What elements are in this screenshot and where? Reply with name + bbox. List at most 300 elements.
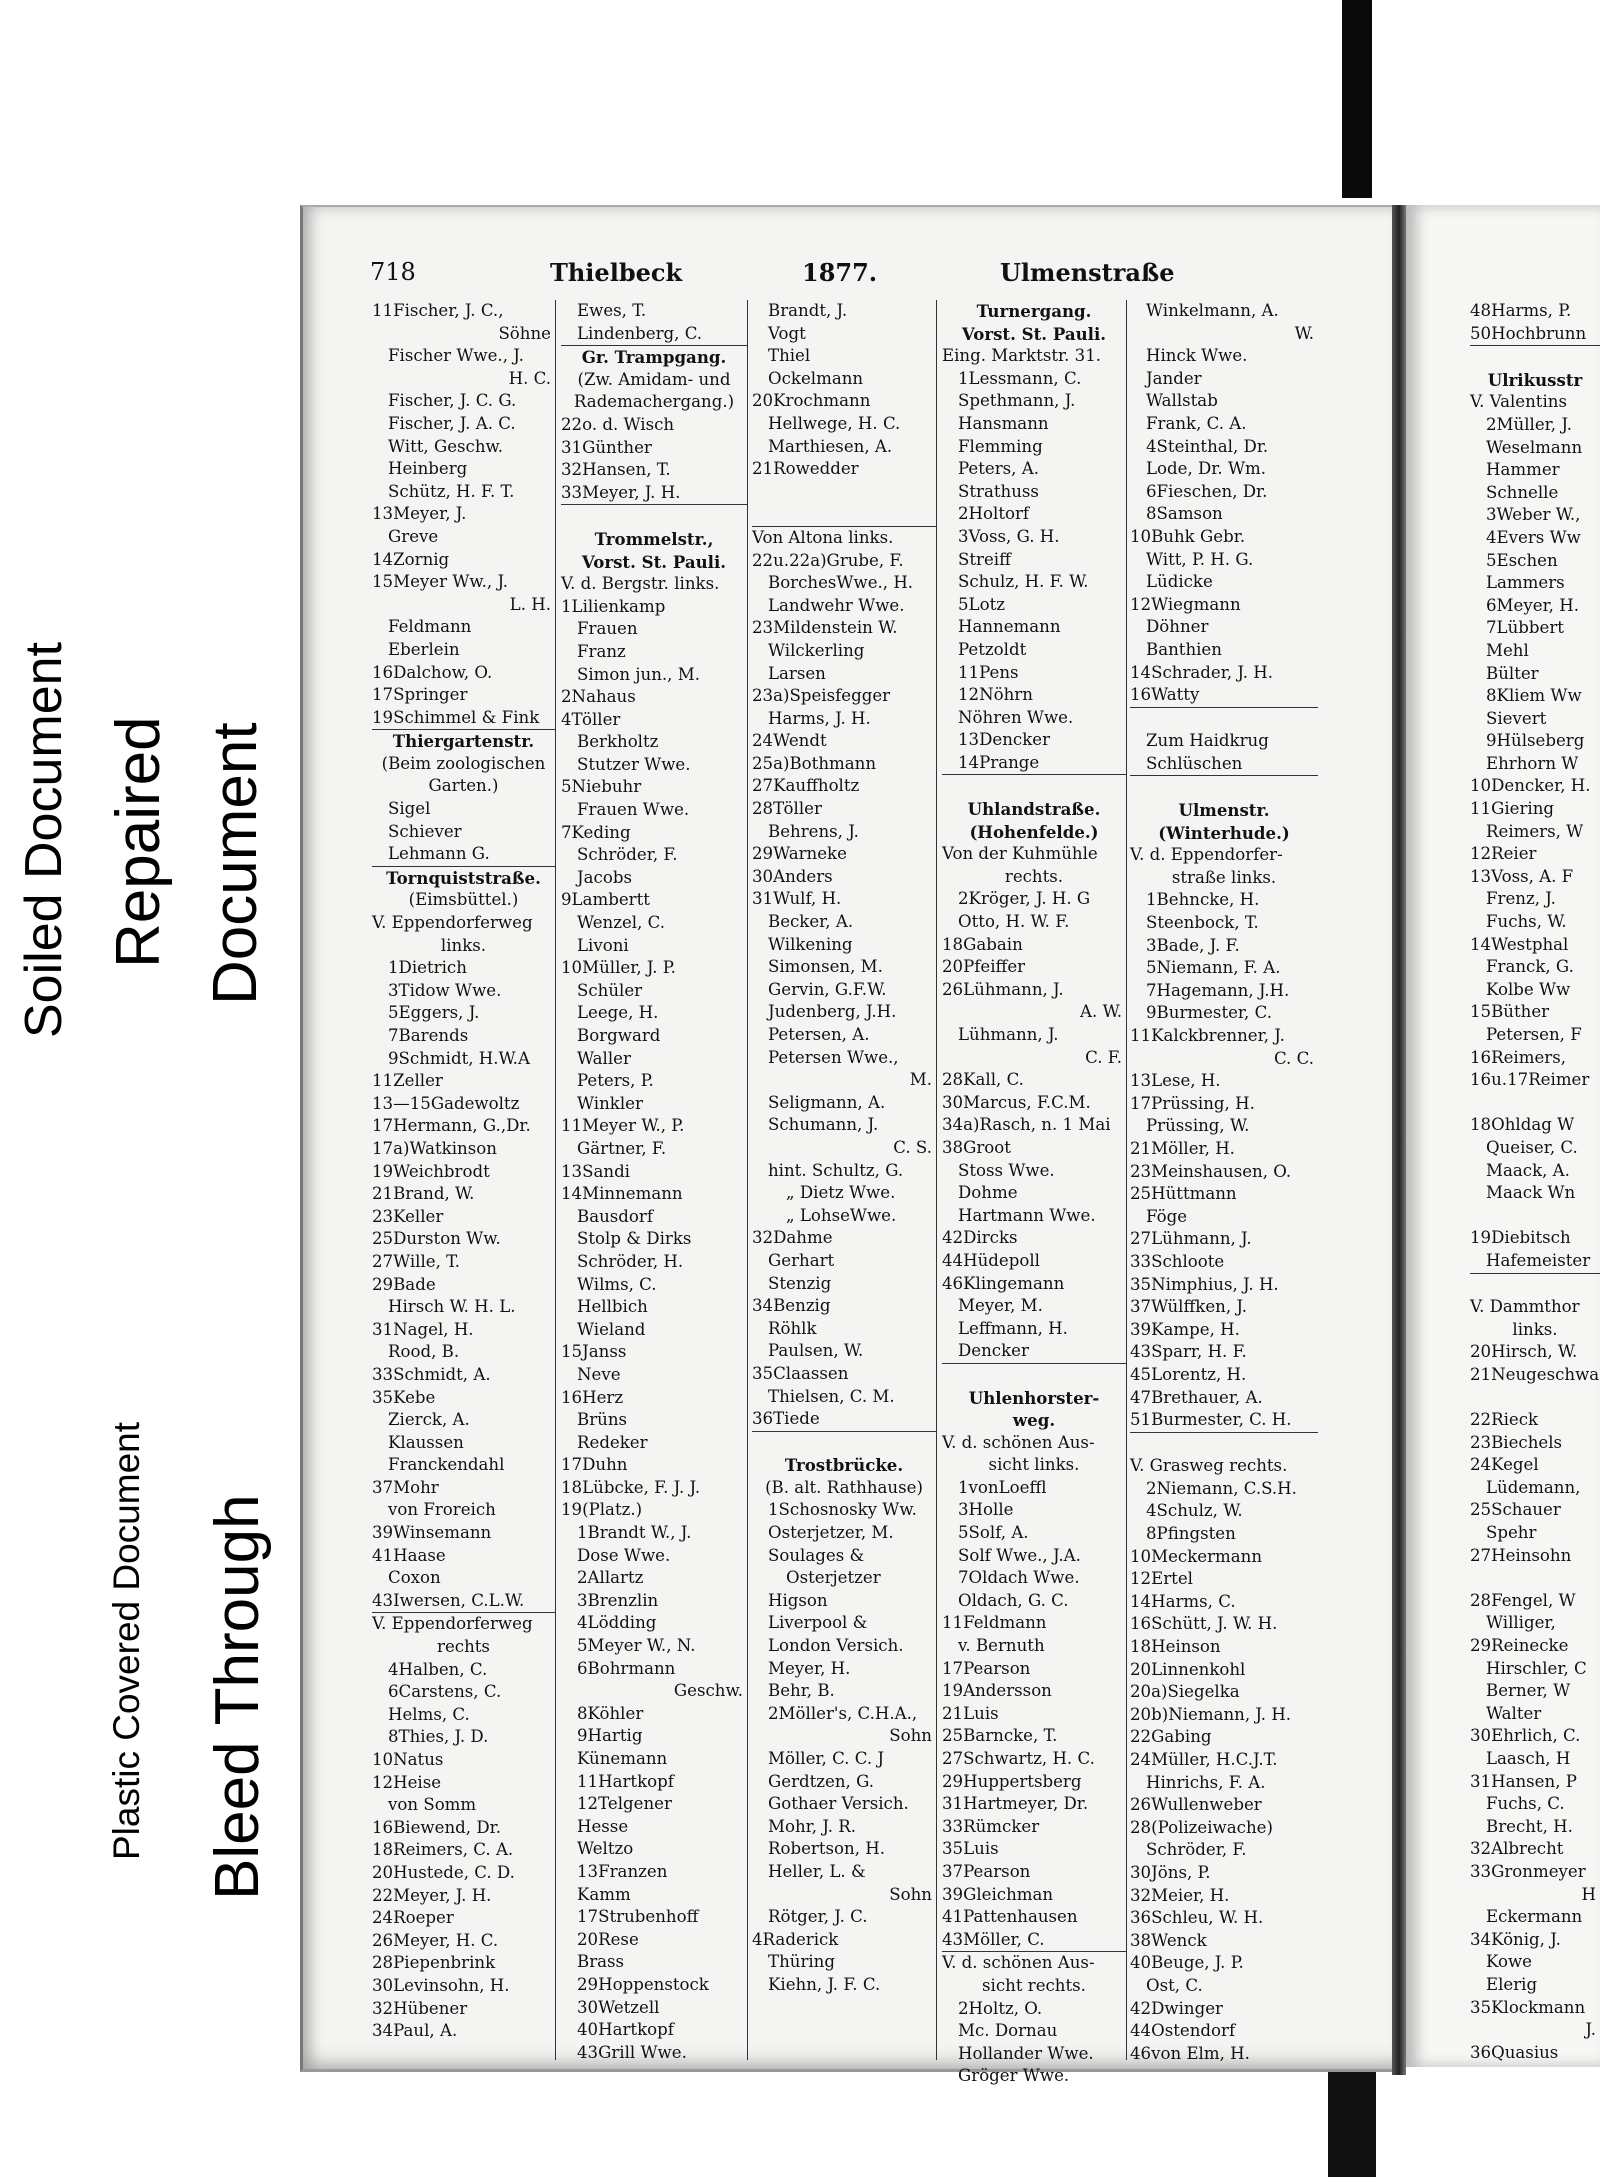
- directory-line: Behr, B.: [768, 1681, 835, 1701]
- directory-line: Döhner: [1146, 617, 1209, 637]
- directory-line: Waller: [577, 1048, 631, 1068]
- directory-column-5: [1128, 300, 1318, 2063]
- directory-line: Streiff: [958, 549, 1011, 569]
- directory-line: 19Weichbrodt: [372, 1161, 490, 1181]
- directory-line: 5Solf, A.: [958, 1523, 1029, 1543]
- directory-line: Rood, B.: [388, 1342, 460, 1362]
- directory-line: (Hohenfelde.): [969, 821, 1099, 842]
- directory-line: 18Ohldag W: [1470, 1115, 1575, 1135]
- directory-line: 26Lühmann, J.: [942, 979, 1064, 999]
- directory-line: H: [1581, 1884, 1596, 1904]
- directory-line: Brüns: [577, 1410, 628, 1430]
- directory-line: Schnelle: [1486, 482, 1559, 502]
- directory-line: 13Voss, A. F: [1470, 866, 1574, 886]
- directory-line: Lindenberg, C.: [561, 323, 747, 347]
- directory-line: 1Lilienkamp: [561, 596, 666, 616]
- directory-line: von Froreich: [388, 1500, 496, 1520]
- directory-line: Lode, Dr. Wm.: [1146, 459, 1267, 479]
- directory-line: 30Jöns, P.: [1130, 1862, 1211, 1882]
- directory-line: 15Janss: [561, 1342, 627, 1362]
- directory-line: 19Andersson: [942, 1681, 1052, 1701]
- directory-line: Hafemeister: [1470, 1250, 1600, 1274]
- directory-line: Sohn: [889, 1726, 932, 1746]
- directory-line: Mehl: [1486, 640, 1529, 660]
- directory-line: Weltzo: [577, 1839, 634, 1859]
- directory-line: 34Benzig: [752, 1296, 831, 1316]
- directory-line: 20Hirsch, W.: [1470, 1342, 1578, 1362]
- black-edge-bar-top: [1342, 0, 1372, 198]
- directory-line: Stenzig: [768, 1273, 832, 1293]
- directory-line: Osterjetzer, M.: [768, 1523, 894, 1543]
- directory-line: 10Meckermann: [1130, 1546, 1263, 1566]
- directory-line: 24Wendt: [752, 731, 827, 751]
- directory-line: sicht rechts.: [982, 1975, 1086, 1995]
- directory-line: 25a)Bothmann: [752, 753, 877, 773]
- directory-line: [561, 505, 747, 528]
- directory-line: 21Brand, W.: [372, 1184, 475, 1204]
- directory-line: 24Müller, H.C.J.T.: [1130, 1750, 1278, 1769]
- directory-line: [1130, 1433, 1318, 1456]
- directory-line: 22Rieck: [1470, 1410, 1539, 1430]
- directory-line: Coxon: [388, 1568, 441, 1588]
- directory-line: J.: [1585, 2020, 1596, 2040]
- directory-line: Jander: [1146, 368, 1202, 388]
- directory-line: Fischer Wwe., J.: [388, 346, 524, 366]
- directory-line: v. Bernuth: [958, 1636, 1045, 1656]
- directory-line: Vogt: [768, 323, 806, 343]
- directory-line: 15Büther: [1470, 1002, 1550, 1022]
- directory-line: 26Wullenweber: [1130, 1795, 1262, 1815]
- directory-line: 29Hoppenstock: [577, 1974, 709, 1994]
- directory-line: 21Rowedder: [752, 459, 859, 479]
- directory-line: Hellbich: [577, 1297, 648, 1317]
- directory-line: „ LohseWwe.: [786, 1205, 897, 1225]
- directory-line: 8Pfingsten: [1146, 1524, 1236, 1544]
- directory-line: Wieland: [577, 1319, 646, 1339]
- directory-line: Thiergartenstr.: [392, 731, 535, 752]
- directory-line: 33Schmidt, A.: [372, 1364, 491, 1384]
- directory-line: 11Giering: [1470, 799, 1555, 819]
- directory-line: Hellwege, H. C.: [768, 413, 901, 433]
- directory-line: Larsen: [768, 663, 826, 683]
- directory-line: Gervin, G.F.W.: [768, 979, 887, 999]
- directory-line: [752, 1432, 936, 1455]
- directory-line: 13—15Gadewoltz: [372, 1093, 520, 1113]
- directory-line: 14Zornig: [372, 549, 450, 569]
- directory-line: 14Minnemann: [561, 1184, 683, 1204]
- directory-line: Söhne: [498, 323, 551, 343]
- directory-line: sicht links.: [988, 1455, 1080, 1475]
- directory-line: 2Allartz: [577, 1568, 644, 1588]
- directory-line: 25Hüttmann: [1130, 1184, 1237, 1204]
- directory-line: Helms, C.: [388, 1704, 470, 1724]
- directory-line: Heller, L. &: [768, 1861, 866, 1881]
- directory-line: Behrens, J.: [768, 821, 859, 841]
- directory-line: Bülter: [1486, 663, 1539, 683]
- directory-line: V. d. Eppendorfer-: [1130, 845, 1283, 865]
- directory-line: Fischer, J. A. C.: [388, 413, 516, 433]
- directory-line: 21Luis: [942, 1703, 999, 1723]
- directory-line: 25Barncke, T.: [942, 1726, 1058, 1746]
- directory-line: 11Pens: [958, 662, 1019, 682]
- directory-line: 36Tiede: [752, 1408, 936, 1432]
- directory-line: 38Groot: [942, 1137, 1011, 1157]
- directory-line: 43Sparr, H. F.: [1130, 1342, 1247, 1362]
- directory-line: Ulrikusstr: [1487, 369, 1583, 390]
- directory-line: 14Westphal: [1470, 934, 1569, 954]
- directory-line: Eing. Marktstr. 31.: [942, 346, 1102, 366]
- directory-line: 40Beuge, J. P.: [1130, 1953, 1244, 1973]
- directory-line: Fuchs, W.: [1486, 912, 1567, 932]
- directory-line: Otto, H. W. F.: [958, 912, 1070, 932]
- directory-line: links.: [1512, 1319, 1558, 1339]
- directory-line: 11Kalckbrenner, J.: [1130, 1026, 1285, 1045]
- directory-line: Laasch, H: [1486, 1749, 1571, 1768]
- directory-line: Winkelmann, A.: [1146, 301, 1279, 320]
- directory-line: 27Schwartz, H. C.: [942, 1749, 1095, 1768]
- directory-line: 29Huppertsberg: [942, 1771, 1082, 1791]
- directory-line: Gothaer Versich.: [768, 1794, 909, 1814]
- directory-line: Klaussen: [388, 1432, 464, 1452]
- directory-line: [1470, 1387, 1600, 1410]
- directory-line: 11Feldmann: [942, 1613, 1047, 1633]
- directory-line: Winkler: [577, 1093, 643, 1113]
- directory-line: Reimers, W: [1486, 821, 1584, 841]
- directory-line: Hannemann: [958, 617, 1061, 637]
- directory-line: Hammer: [1486, 460, 1560, 480]
- directory-line: Maack Wn: [1486, 1183, 1576, 1203]
- directory-line: 6Meyer, H.: [1486, 595, 1579, 615]
- directory-line: 17Prüssing, H.: [1130, 1093, 1255, 1113]
- directory-line: [942, 1364, 1126, 1387]
- directory-line: Spethmann, J.: [958, 391, 1076, 411]
- directory-line: 48Harms, P.: [1470, 301, 1572, 320]
- black-edge-bar-bottom: [1328, 2060, 1376, 2177]
- directory-line: 12Heise: [372, 1772, 442, 1792]
- directory-line: Gerhart: [768, 1250, 835, 1270]
- directory-line: 2Möller's, C.H.A.,: [768, 1703, 918, 1723]
- directory-line: 12Reier: [1470, 844, 1537, 864]
- directory-line: [942, 775, 1126, 798]
- directory-line: 27Kauffholtz: [752, 776, 860, 796]
- directory-line: Lüdicke: [1146, 572, 1213, 592]
- directory-line: 22u.22a)Grube, F.: [752, 550, 904, 570]
- directory-line: 35Luis: [942, 1839, 999, 1859]
- directory-line: Strathuss: [958, 481, 1039, 501]
- directory-line: Witt, P. H. G.: [1146, 549, 1254, 569]
- directory-line: Becker, A.: [768, 912, 854, 932]
- directory-line: Künemann: [577, 1749, 668, 1768]
- header-year: 1877.: [802, 258, 878, 287]
- directory-line: Sigel: [388, 799, 431, 819]
- directory-line: 33Meyer, J. H.: [561, 482, 747, 506]
- directory-line: Prüssing, W.: [1146, 1116, 1250, 1136]
- directory-line: 16Watty: [1130, 684, 1318, 708]
- directory-line: 12Telgener: [577, 1794, 672, 1814]
- directory-line: 18Heinson: [1130, 1637, 1221, 1657]
- directory-line: 5Eggers, J.: [388, 1003, 480, 1023]
- directory-line: 1Brandt W., J.: [577, 1523, 692, 1543]
- directory-line: Ewes, T.: [577, 301, 647, 320]
- directory-line: 11Zeller: [372, 1071, 443, 1091]
- directory-line: 13Meyer, J.: [372, 504, 467, 524]
- directory-line: 3Tidow Wwe.: [388, 980, 502, 1000]
- directory-line: Frauen Wwe.: [577, 800, 690, 820]
- directory-line: [1470, 346, 1600, 369]
- directory-line: Geschw.: [673, 1681, 743, 1701]
- directory-line: 33Schloote: [1130, 1251, 1225, 1271]
- directory-line: 2Holtorf: [958, 504, 1030, 524]
- directory-line: 43Grill Wwe.: [577, 2042, 687, 2062]
- directory-line: [1470, 1567, 1600, 1590]
- directory-column-2: [559, 300, 748, 2060]
- directory-line: Liverpool &: [768, 1613, 868, 1633]
- directory-line: Petersen, F: [1486, 1025, 1582, 1044]
- directory-line: 20b)Niemann, J. H.: [1130, 1704, 1292, 1724]
- directory-line: Dohme: [958, 1183, 1018, 1203]
- directory-line: Franz: [577, 641, 626, 661]
- directory-line: Gröger Wwe.: [958, 2066, 1070, 2086]
- directory-line: 19(Platz.): [561, 1500, 643, 1520]
- directory-line: 30Marcus, F.C.M.: [942, 1092, 1091, 1112]
- directory-line: 1Lessmann, C.: [958, 368, 1082, 388]
- directory-line: 32Dahme: [752, 1228, 833, 1248]
- directory-line: 44Ostendorf: [1130, 2021, 1236, 2041]
- directory-line: C. C.: [1273, 1048, 1314, 1068]
- directory-line: 36Schleu, W. H.: [1130, 1908, 1264, 1928]
- directory-line: Turnergang.: [976, 301, 1092, 321]
- directory-line: 10Dencker, H.: [1470, 776, 1591, 796]
- directory-line: 46Klingemann: [942, 1273, 1065, 1293]
- directory-line: 15Meyer Ww., J.: [372, 572, 509, 592]
- directory-line: 39Winsemann: [372, 1523, 492, 1543]
- directory-line: 20Krochmann: [752, 391, 871, 411]
- directory-line: rechts.: [1004, 866, 1064, 886]
- directory-line: [1470, 1274, 1600, 1297]
- directory-line: 7Hagemann, J.H.: [1146, 980, 1290, 1000]
- label-plastic-covered-document: Plastic Covered Document: [106, 1421, 147, 1860]
- directory-line: Simonsen, M.: [768, 957, 883, 977]
- directory-line: 31Hansen, P: [1470, 1771, 1577, 1791]
- directory-line: 8Kliem Ww: [1486, 686, 1582, 706]
- directory-line: Vorst. St. Pauli.: [961, 323, 1107, 344]
- directory-line: 9Burmester, C.: [1146, 1003, 1272, 1023]
- directory-line: V. Eppendorferweg: [372, 1614, 533, 1634]
- label-bleed-through: Bleed Through: [203, 1494, 272, 1900]
- directory-line: 34a)Rasch, n. 1 Mai: [942, 1115, 1111, 1135]
- directory-line: 25Durston Ww.: [372, 1229, 501, 1249]
- directory-line: 30Anders: [752, 866, 833, 886]
- directory-line: 4Töller: [561, 709, 621, 729]
- directory-line: Schütz, H. F. T.: [388, 481, 515, 501]
- directory-line: „ Dietz Wwe.: [786, 1183, 896, 1203]
- directory-line: 14Schrader, J. H.: [1130, 662, 1274, 682]
- directory-line: Schüler: [577, 980, 643, 1000]
- label-repaired: Repaired: [104, 716, 173, 968]
- header-right-street: Ulmenstraße: [1000, 258, 1175, 287]
- directory-line: 17Hermann, G.,Dr.: [372, 1116, 531, 1136]
- directory-line: Vorst. St. Pauli.: [581, 551, 727, 572]
- directory-line: 8Samson: [1146, 504, 1223, 524]
- directory-line: [1470, 1092, 1600, 1115]
- directory-line: 16Dalchow, O.: [372, 662, 493, 682]
- directory-line: Witt, Geschw.: [388, 436, 504, 456]
- directory-line: 28(Polizeiwache): [1130, 1817, 1273, 1837]
- book-gutter: [1392, 205, 1406, 2075]
- directory-line: (Winterhude.): [1158, 822, 1290, 843]
- directory-line: BorchesWwe., H.: [768, 573, 914, 593]
- directory-line: Ulmenstr.: [1178, 800, 1270, 821]
- directory-line: Heinberg: [388, 459, 468, 479]
- directory-line: 7Keding: [561, 822, 631, 842]
- directory-line: 41Pattenhausen: [942, 1907, 1078, 1927]
- directory-line: Lehmann G.: [372, 843, 555, 867]
- directory-line: von Somm: [388, 1795, 477, 1815]
- directory-line: Hirsch W. H. L.: [388, 1297, 516, 1317]
- directory-line: 1Behncke, H.: [1146, 890, 1260, 910]
- directory-line: 24Roeper: [372, 1908, 454, 1928]
- directory-line: [1130, 708, 1318, 731]
- directory-line: V. Eppendorferweg: [372, 913, 533, 933]
- directory-line: Frank, C. A.: [1146, 413, 1247, 433]
- directory-line: 12Wiegmann: [1130, 594, 1241, 614]
- directory-line: 16Biewend, Dr.: [372, 1817, 502, 1837]
- directory-line: Schlüschen: [1130, 753, 1318, 777]
- directory-line: Seligmann, A.: [768, 1092, 886, 1112]
- directory-line: Ockelmann: [768, 368, 864, 388]
- directory-line: Stolp & Dirks: [577, 1229, 692, 1249]
- directory-line: 4Lödding: [577, 1613, 657, 1633]
- directory-line: 2Holtz, O.: [958, 1998, 1043, 2018]
- directory-line: Redeker: [577, 1432, 648, 1452]
- directory-line: 17Springer: [372, 685, 468, 705]
- directory-line: Stutzer Wwe.: [577, 754, 691, 774]
- directory-line: 6Carstens, C.: [388, 1682, 502, 1702]
- directory-line: Queiser, C.: [1486, 1137, 1578, 1157]
- directory-line: 1vonLoeffl: [958, 1477, 1047, 1497]
- directory-line: 6Fieschen, Dr.: [1146, 481, 1268, 501]
- directory-line: 13Sandi: [561, 1161, 630, 1181]
- directory-line: Berkholtz: [577, 732, 659, 752]
- directory-line: Wenzel, C.: [577, 913, 666, 933]
- directory-line: 28Piepenbrink: [372, 1953, 496, 1973]
- directory-line: 35Nimphius, J. H.: [1130, 1274, 1279, 1294]
- directory-line: Peters, A.: [958, 459, 1039, 479]
- directory-line: Hesse: [577, 1816, 629, 1836]
- directory-line: Garten.): [428, 776, 499, 796]
- directory-line: Fischer, J. C. G.: [388, 391, 517, 411]
- directory-line: 13Dencker: [958, 730, 1051, 750]
- directory-line: 6Bohrmann: [577, 1658, 676, 1678]
- directory-line: 39Kampe, H.: [1130, 1319, 1240, 1339]
- directory-line: Eckermann: [1486, 1907, 1583, 1927]
- directory-line: V. d. schönen Aus-: [942, 1953, 1095, 1973]
- directory-line: Flemming: [958, 436, 1043, 456]
- directory-line: Neve: [577, 1364, 621, 1384]
- directory-column-4: [940, 300, 1127, 2086]
- directory-line: 31Hartmeyer, Dr.: [942, 1794, 1089, 1814]
- directory-line: 29Warneke: [752, 844, 847, 864]
- directory-line: 11Fischer, J. C.,: [372, 301, 504, 320]
- directory-line: London Versich.: [768, 1636, 904, 1656]
- directory-line: 3Holle: [958, 1500, 1014, 1520]
- directory-line: 18Lübcke, F. J. J.: [561, 1477, 701, 1497]
- directory-line: rechts: [437, 1637, 490, 1657]
- header-left-street: Thielbeck: [550, 258, 683, 287]
- directory-line: Von der Kuhmühle: [942, 844, 1098, 864]
- directory-line: Robertson, H.: [768, 1839, 886, 1859]
- directory-line: Leege, H.: [577, 1003, 659, 1023]
- directory-line: 31Nagel, H.: [372, 1319, 474, 1339]
- directory-line: 30Levinsohn, H.: [372, 1975, 510, 1995]
- directory-line: 27Heinsohn: [1470, 1545, 1572, 1565]
- directory-line: 43Möller, C.: [942, 1929, 1126, 1953]
- directory-line: 23Keller: [372, 1206, 444, 1226]
- directory-line: 22o. d. Wisch: [561, 414, 675, 434]
- directory-line: V. Dammthor: [1470, 1297, 1580, 1317]
- directory-line: 19Diebitsch: [1470, 1228, 1571, 1248]
- directory-line: 51Burmester, C. H.: [1130, 1409, 1318, 1433]
- page-number: 718: [370, 258, 416, 286]
- directory-line: 35Claassen: [752, 1363, 849, 1383]
- directory-line: Petzoldt: [958, 639, 1027, 659]
- directory-line: 47Brethauer, A.: [1130, 1387, 1263, 1407]
- directory-line: 32Albrecht: [1470, 1839, 1564, 1859]
- directory-line: 14Prange: [942, 752, 1126, 776]
- directory-line: Petersen Wwe.,: [768, 1047, 899, 1067]
- directory-line: Banthien: [1146, 639, 1222, 659]
- directory-line: Brecht, H.: [1486, 1816, 1573, 1836]
- directory-line: 23Meinshausen, O.: [1130, 1161, 1292, 1181]
- directory-line: Feldmann: [388, 617, 472, 637]
- directory-line: 26Meyer, H. C.: [372, 1930, 499, 1950]
- directory-line: 23Mildenstein W.: [752, 618, 898, 638]
- directory-line: 34Paul, A.: [372, 2021, 458, 2041]
- directory-line: links.: [440, 935, 487, 955]
- directory-line: 17a)Watkinson: [372, 1138, 497, 1158]
- directory-line: Trostbrücke.: [784, 1455, 904, 1476]
- directory-line: V. d. Bergstr. links.: [561, 574, 720, 594]
- page-header: [370, 258, 1200, 292]
- directory-line: 21Neugeschwa: [1470, 1364, 1600, 1384]
- directory-line: 33Rümcker: [942, 1816, 1040, 1836]
- directory-line: 22Gabing: [1130, 1727, 1212, 1747]
- directory-line: 23Biechels: [1470, 1432, 1563, 1452]
- directory-column-6-partial: [1470, 300, 1600, 2060]
- directory-line: Hollander Wwe.: [958, 2043, 1094, 2063]
- directory-line: 22Meyer, J. H.: [372, 1885, 492, 1905]
- directory-line: 2Niemann, C.S.H.: [1146, 1478, 1297, 1498]
- directory-line: Sohn: [889, 1884, 932, 1904]
- directory-line: 16u.17Reimer: [1470, 1070, 1590, 1090]
- directory-line: 9Schmidt, H.W.A: [388, 1048, 530, 1068]
- directory-line: 4Halben, C.: [388, 1659, 488, 1679]
- directory-line: 29Bade: [372, 1274, 436, 1294]
- directory-line: M.: [909, 1070, 932, 1090]
- label-soiled-document: Soiled Document: [15, 642, 73, 1038]
- directory-line: Ost, C.: [1146, 1975, 1203, 1995]
- directory-line: [1130, 776, 1318, 799]
- directory-line: 19Schimmel & Fink: [372, 707, 555, 731]
- directory-line: 10Müller, J. P.: [561, 958, 676, 978]
- directory-line: 9Lambertt: [561, 890, 650, 910]
- directory-line: Hartmann Wwe.: [958, 1205, 1096, 1225]
- directory-line: Thüring: [768, 1952, 835, 1972]
- directory-line: 3Brenzlin: [577, 1590, 659, 1610]
- directory-line: 17Pearson: [942, 1658, 1031, 1678]
- directory-line: 1Dietrich: [388, 958, 467, 978]
- directory-line: 37Pearson: [942, 1861, 1031, 1881]
